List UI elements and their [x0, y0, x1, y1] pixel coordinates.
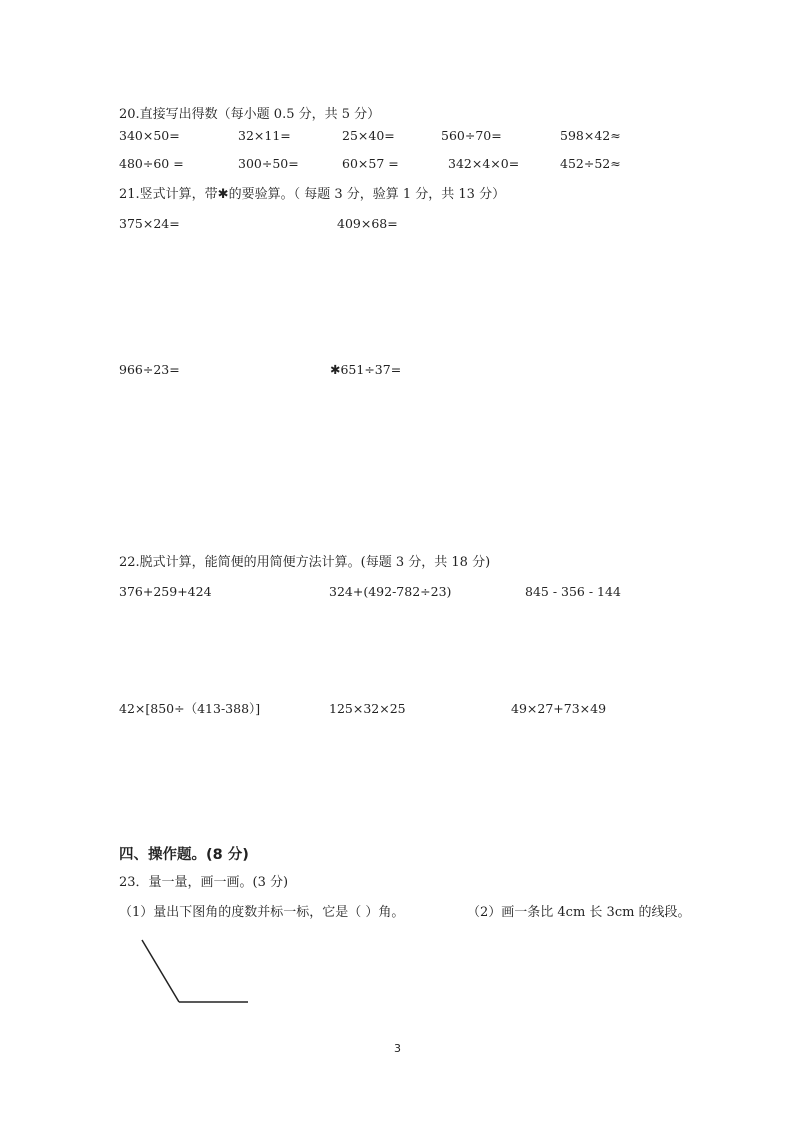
- q22-title: 22.脱式计算，能简便的用简便方法计算。(每题 3 分，共 18 分): [119, 555, 491, 570]
- angle-ray-slanted: [142, 940, 179, 1002]
- q22-r1-c2: 324+(492-782÷23): [329, 584, 452, 599]
- q20-r2-c4: 342×4×0=: [448, 156, 520, 171]
- section-4-title: 四、操作题。(8 分): [119, 847, 249, 863]
- q20-r1-c4: 560÷70=: [441, 128, 502, 143]
- q20-r1-c5: 598×42≈: [560, 128, 621, 143]
- q22-r1-c3: 845 - 356 - 144: [525, 584, 621, 599]
- q20-r1-c3: 25×40=: [342, 128, 395, 143]
- q21-item-1: 375×24=: [119, 216, 180, 231]
- angle-figure: [135, 935, 255, 1010]
- q22-r1-c1: 376+259+424: [119, 584, 212, 599]
- page-number: 3: [394, 1042, 401, 1055]
- q20-r2-c2: 300÷50=: [238, 156, 299, 171]
- q22-r2-c1: 42×[850÷（413-388）]: [119, 701, 261, 716]
- q21-item-4: ✱651÷37=: [330, 362, 402, 377]
- q20-r1-c1: 340×50=: [119, 128, 180, 143]
- q20-title: 20.直接写出得数（每小题 0.5 分，共 5 分）: [119, 107, 381, 122]
- q20-r2-c1: 480÷60 =: [119, 156, 184, 171]
- q20-r2-c3: 60×57 =: [342, 156, 399, 171]
- q23-title: 23．量一量，画一画。(3 分): [119, 875, 289, 890]
- q20-r2-c5: 452÷52≈: [560, 156, 621, 171]
- q22-r2-c2: 125×32×25: [329, 701, 406, 716]
- q23-part1: （1）量出下图角的度数并标一标，它是（ ）角。: [119, 905, 405, 920]
- q21-item-2: 409×68=: [337, 216, 398, 231]
- q21-item-3: 966÷23=: [119, 362, 180, 377]
- q21-title: 21.竖式计算，带✱的要验算。（ 每题 3 分，验算 1 分，共 13 分）: [119, 187, 506, 202]
- q20-r1-c2: 32×11=: [238, 128, 291, 143]
- q22-r2-c3: 49×27+73×49: [511, 701, 607, 716]
- q23-part2: （2）画一条比 4cm 长 3cm 的线段。: [467, 905, 691, 920]
